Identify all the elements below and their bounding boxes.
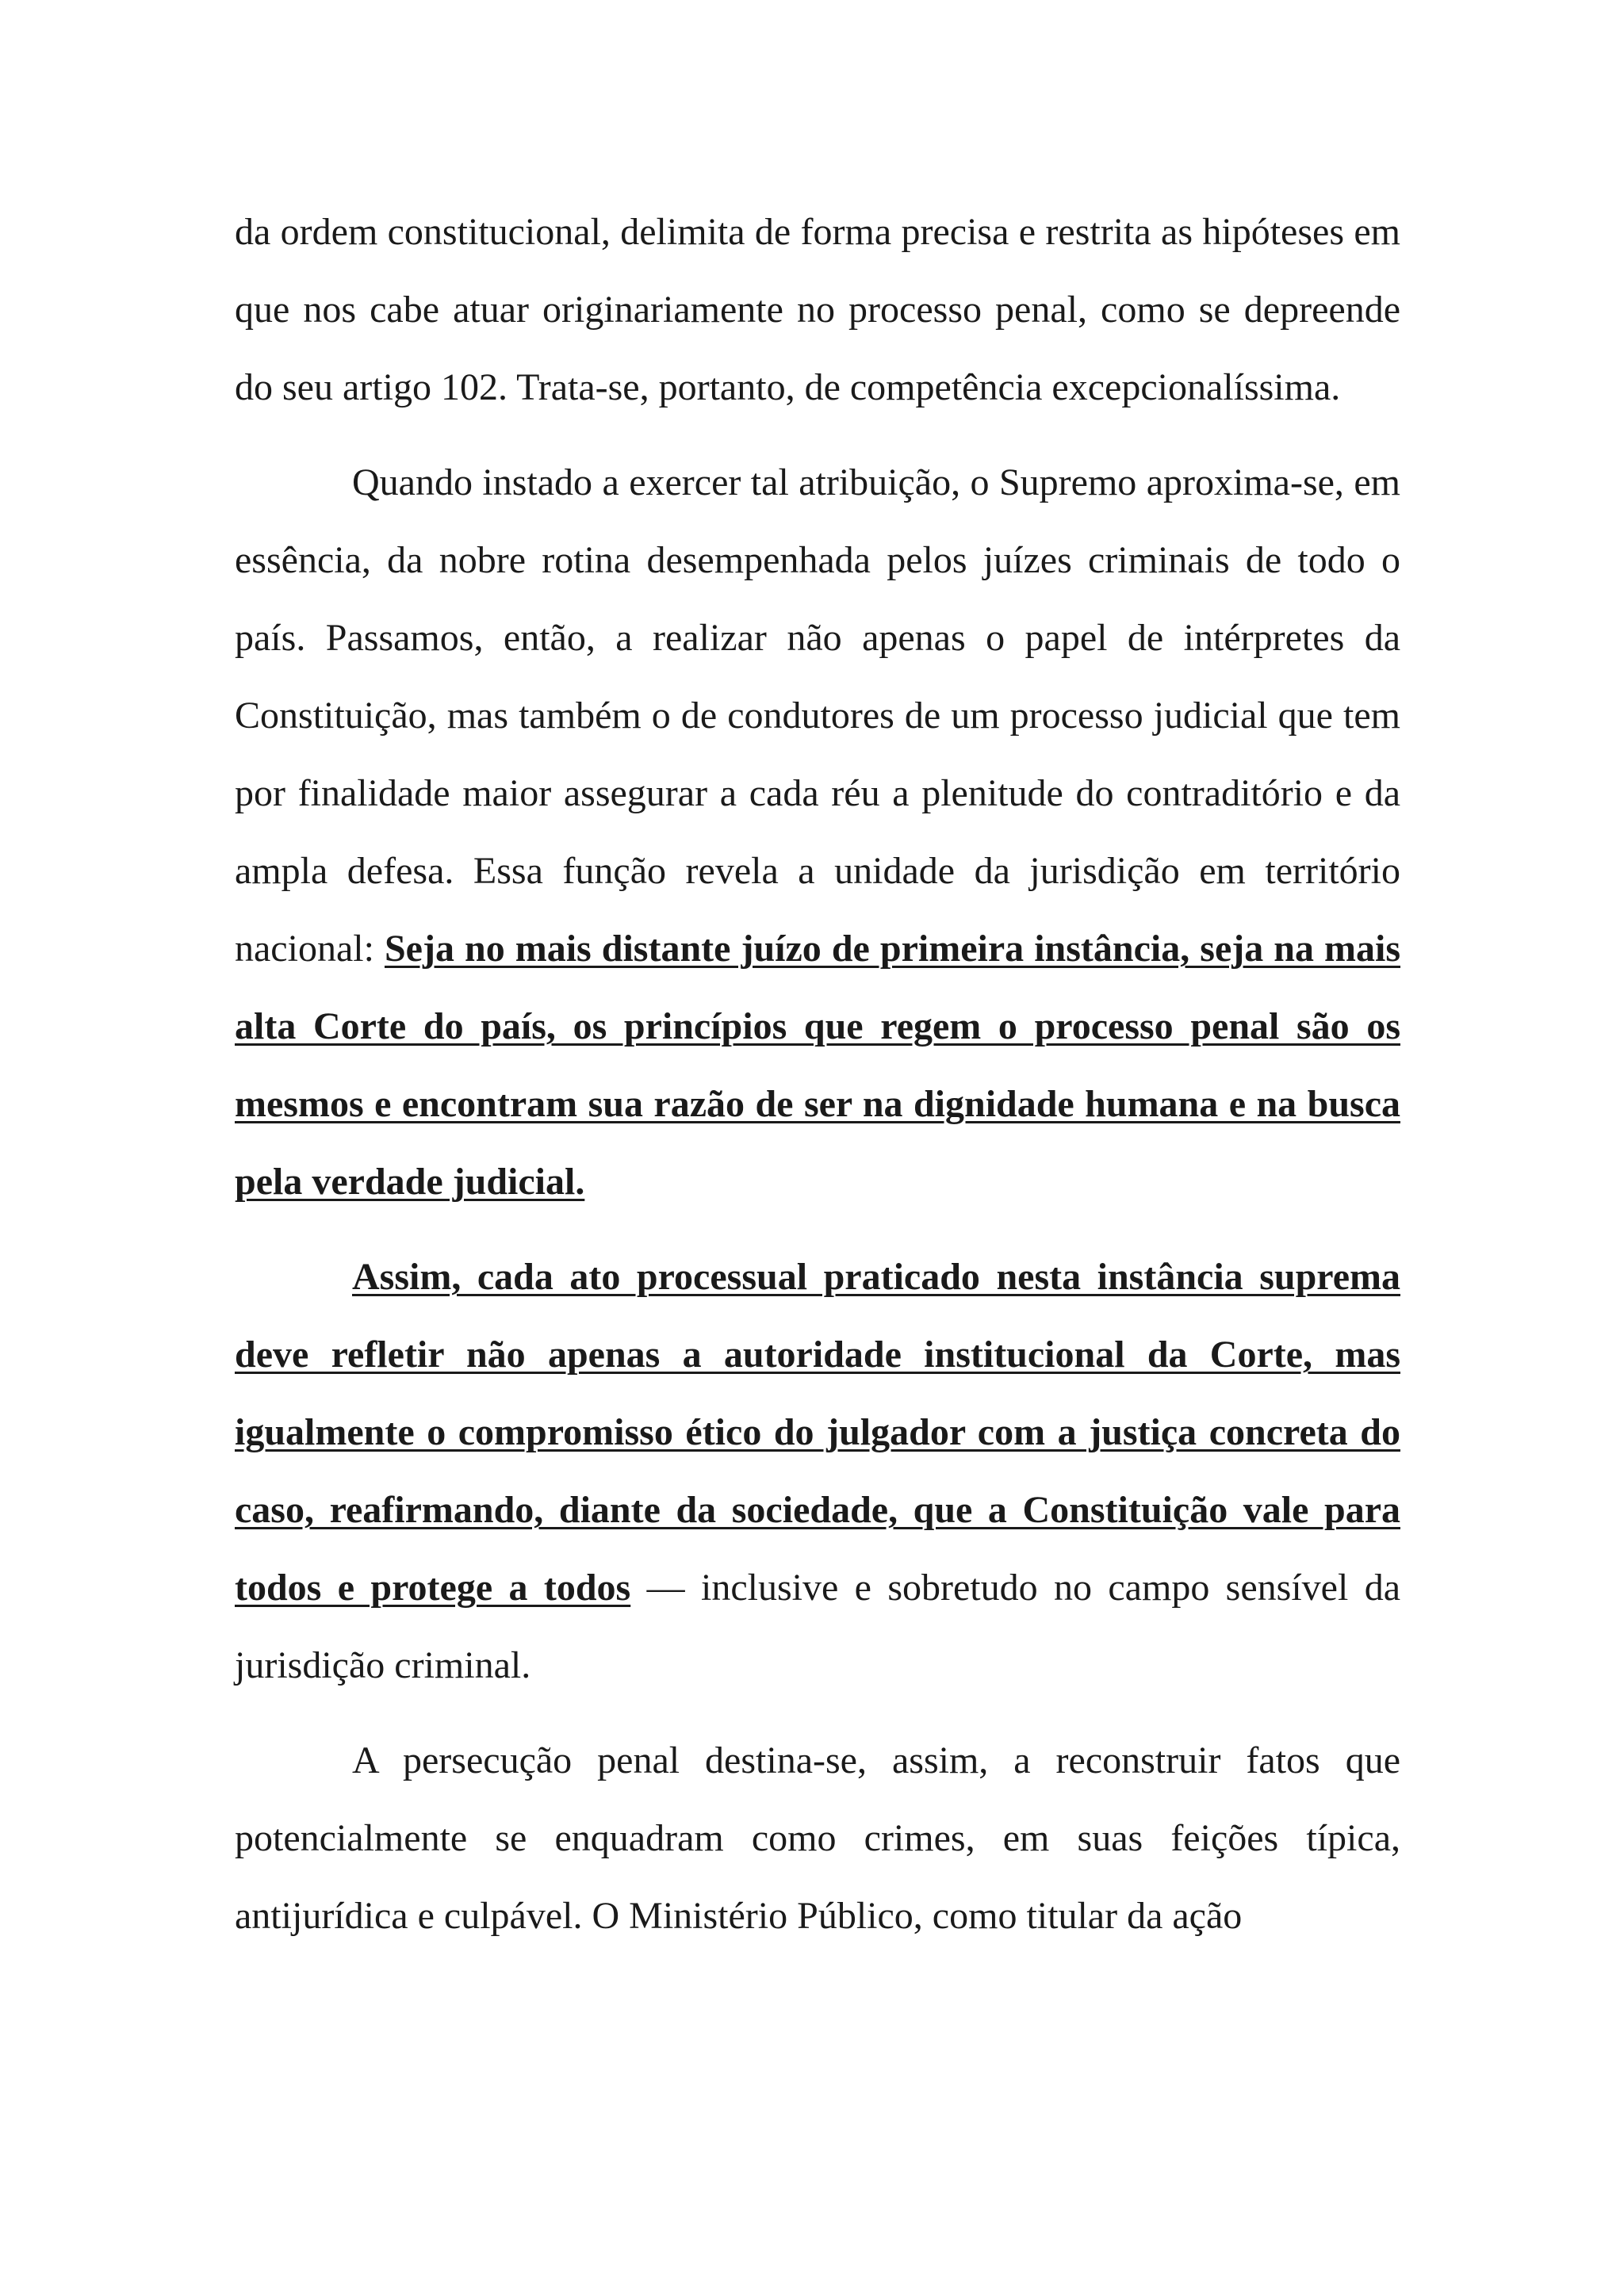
paragraph-text: da ordem constitucional, delimita de forma precisa e restrita as hipóteses em que nos cabe atuar originariamente no processo penal, como se depreende do seu artigo 102. Trata-se, portanto, de competência excepcionalíssima. xyxy=(235,211,1400,408)
emphasized-text: Seja no mais distante juízo de primeira instância, seja na mais alta Corte do país, os princípios que regem o processo penal são os mesmos e encontram sua razão de ser na dignidade humana e na busca pela verdade judicial. xyxy=(235,928,1401,1203)
paragraph-text: Quando instado a exercer tal atribuição, o Supremo aproxima-se, em essência, da nobre rotina desempenhada pelos juízes criminais de todo o país. Passamos, então, a realizar não apenas o papel de intérpretes da Constituição, mas também o de condutores de um processo judicial que tem por finalidade maior assegurar a cada réu a plenitude do contraditório e da ampla defesa. Essa função revela a unidade da jurisdição em território nacional: xyxy=(235,461,1400,970)
paragraph-criminal-prosecution xyxy=(235,1722,1400,1955)
emphasized-text: Assim, cada ato processual praticado nesta instância suprema deve refletir não apenas a autoridade institucional da Corte, mas igualmente o compromisso ético do julgador com a justiça concreta do caso, reafirmando, diante da sociedade, que a Constituição vale para todos e protege a todos xyxy=(235,1256,1400,1609)
document-body xyxy=(235,193,1400,1973)
paragraph-procedural-acts xyxy=(235,1238,1400,1705)
paragraph-supremo-role xyxy=(235,444,1400,1221)
paragraph-text: — inclusive e sobretudo no campo sensível da jurisdição criminal. xyxy=(235,1567,1400,1686)
paragraph-competence xyxy=(235,193,1400,427)
paragraph-text: A persecução penal destina-se, assim, a reconstruir fatos que potencialmente se enquadram como crimes, em suas feições típica, antijurídica e culpável. O Ministério Público, como titular da ação xyxy=(235,1739,1400,1937)
